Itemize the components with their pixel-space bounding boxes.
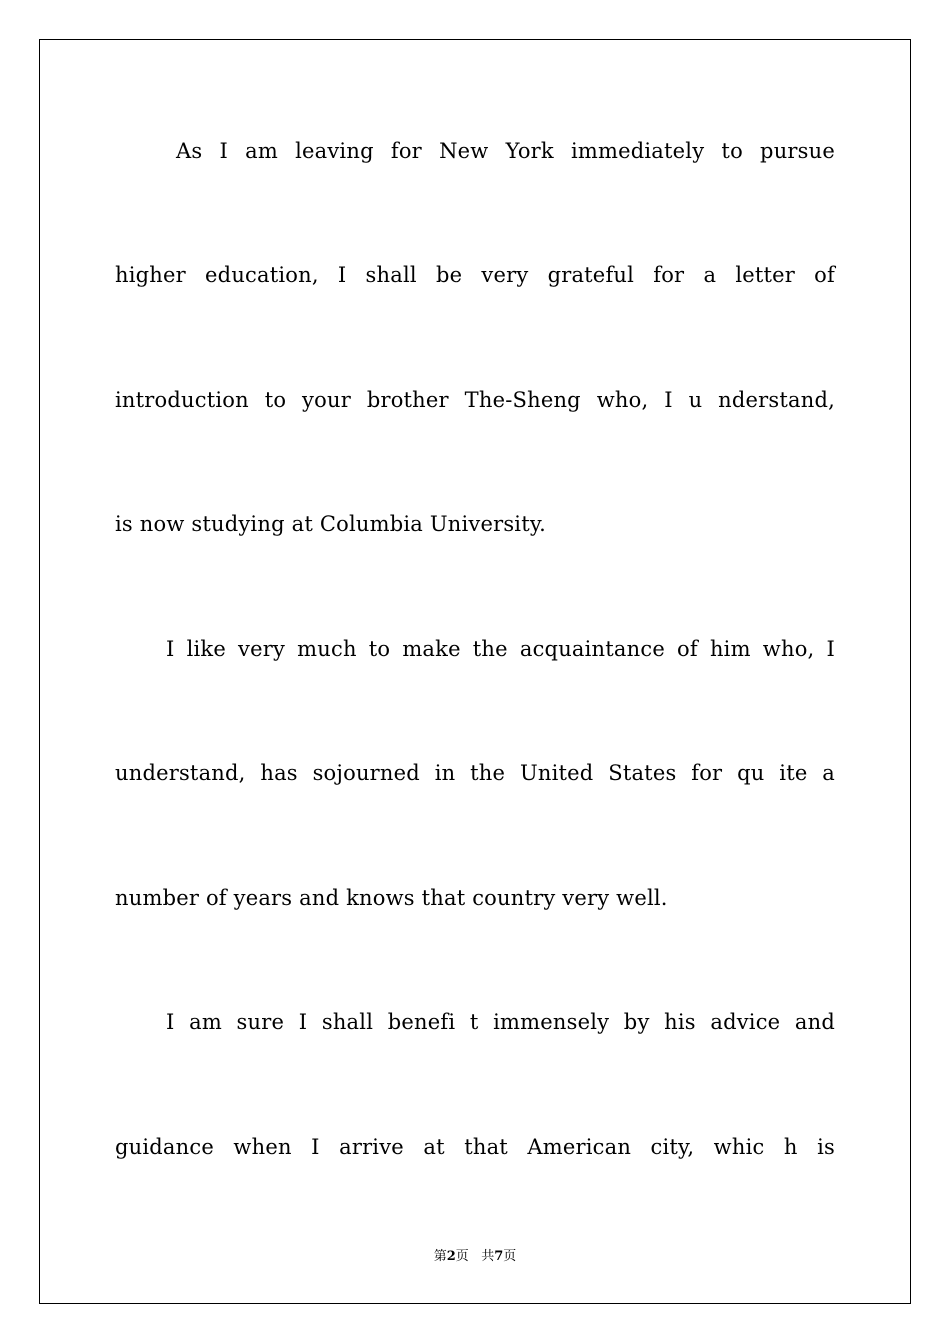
footer-total-suffix: 页 [503, 1249, 517, 1264]
footer-prefix: 第 [433, 1249, 447, 1264]
paragraph-3-line-1: I am sure I shall benefi t immensely by his advice and [166, 1010, 835, 1034]
footer-total-pages: 7 [494, 1249, 504, 1264]
paragraph-2-line-1: I like very much to make the acquaintance of him who, I [166, 637, 835, 661]
paragraph-2-line-2: understand, has sojourned in the United States for qu ite a [115, 761, 835, 785]
page-border [39, 39, 911, 1304]
paragraph-1-line-4: is now studying at Columbia University. [115, 512, 546, 536]
paragraph-3-line-2: guidance when I arrive at that American city, whic h is [115, 1135, 835, 1159]
page-footer [0, 1248, 950, 1266]
paragraph-1-line-3: introduction to your brother The-Sheng who, I u nderstand, [115, 388, 835, 412]
footer-page-number: 2 [446, 1249, 456, 1264]
paragraph-2-line-3: number of years and knows that country very well. [115, 886, 668, 910]
paragraph-1-line-2: higher education, I shall be very grateful for a letter of [115, 263, 835, 287]
footer-total-prefix: 共 [481, 1249, 495, 1264]
paragraph-1-line-1: As I am leaving for New York immediately to pursue [176, 139, 835, 163]
footer-page-suffix: 页 [455, 1249, 469, 1264]
